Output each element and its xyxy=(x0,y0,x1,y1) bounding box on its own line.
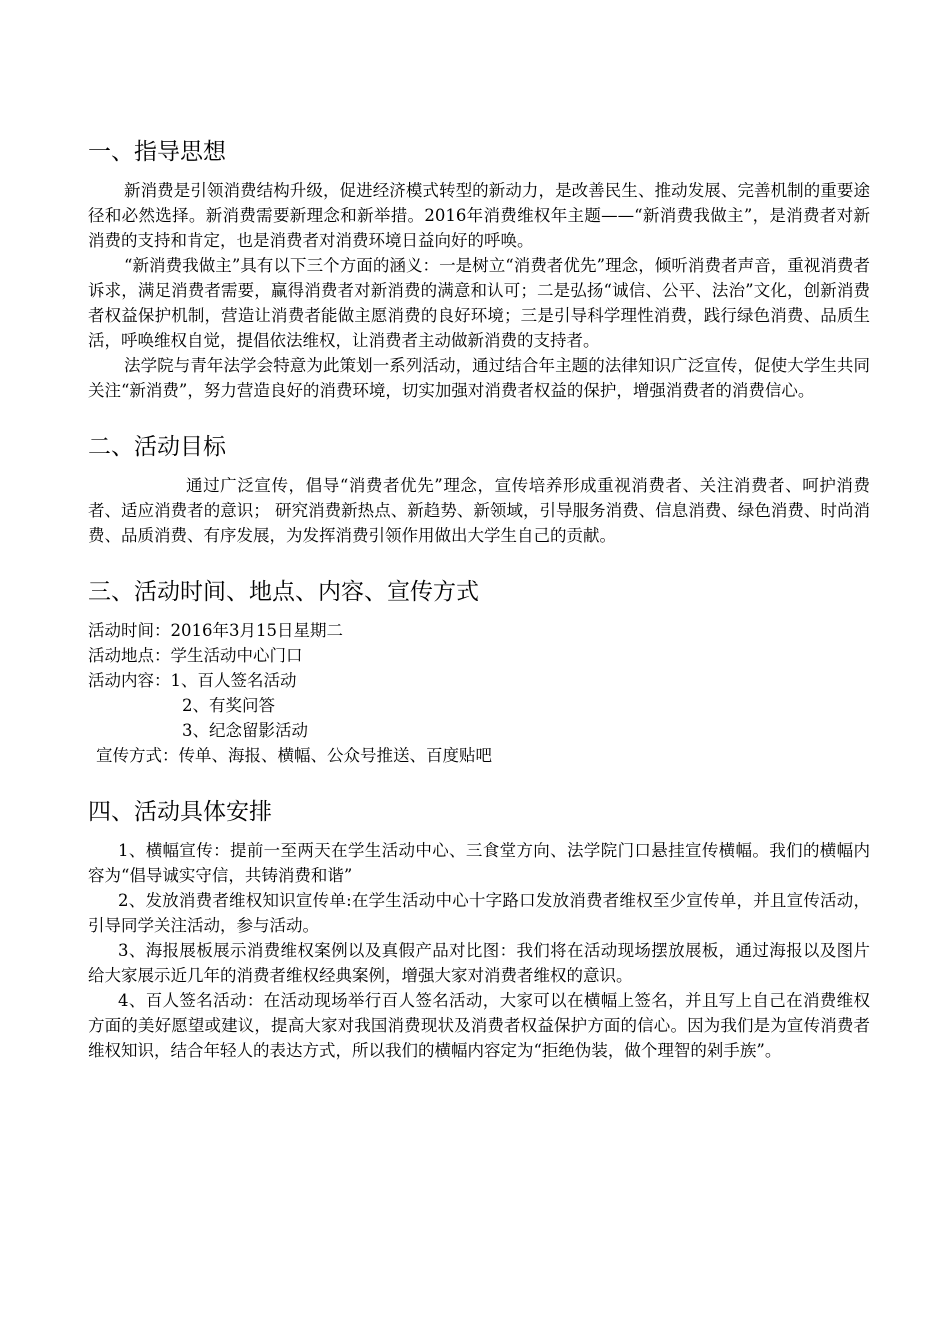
paragraph: 通过广泛宣传，倡导“消费者优先”理念，宣传培养形成重视消费者、关注消费者、呵护消费者、适应消费者的意识； 研究消费新热点、新趋势、新领域，引导服务消费、信息消费、绿色消费、时尚消费、品质消费、有序发展，为发挥消费引领作用做出大学生自己的贡献。 xyxy=(88,476,870,545)
paragraph: “新消费我做主”具有以下三个方面的涵义：一是树立“消费者优先”理念，倾听消费者声音，重视消费者诉求，满足消费者需要，赢得消费者对新消费的满意和认可；二是弘扬“诚信、公平、法治”文化，创新消费者权益保护机制，营造让消费者能做主愿消费的良好环境；三是引导科学理性消费，践行绿色消费、品质生活，呼唤维权自觉，提倡依法维权，让消费者主动做新消费的支持者。 xyxy=(88,256,870,350)
activity-time: 活动时间：2016年3月15日星期二 xyxy=(88,621,343,640)
paragraph: 新消费是引领消费结构升级，促进经济模式转型的新动力，是改善民生、推动发展、完善机制的重要途径和必然选择。新消费需要新理念和新举措。2016年消费维权年主题——“新消费我做主”，是消费者对新消费的支持和肯定，也是消费者对消费环境日益向好的呼唤。 xyxy=(88,181,870,250)
section-time-place-content xyxy=(88,576,870,768)
paragraph: 法学院与青年法学会特意为此策划一系列活动，通过结合年主题的法律知识广泛宣传，促使大学生共同关注“新消费”，努力营造良好的消费环境，切实加强对消费者权益的保护，增强消费者的消费信心。 xyxy=(88,356,870,400)
section-arrangements xyxy=(88,796,870,1063)
paragraph: 3、海报展板展示消费维权案例以及真假产品对比图：我们将在活动现场摆放展板，通过海报以及图片给大家展示近几年的消费者维权经典案例，增强大家对消费者维权的意识。 xyxy=(88,941,870,985)
section-heading: 二、活动目标 xyxy=(88,434,226,460)
paragraph: 1、横幅宣传：提前一至两天在学生活动中心、三食堂方向、法学院门口悬挂宣传横幅。我们的横幅内容为“倡导诚实守信，共铸消费和谐” xyxy=(88,841,870,885)
section-heading: 一、指导思想 xyxy=(88,139,226,165)
section-activity-goals xyxy=(88,431,870,548)
activity-content-item: 3、纪念留影活动 xyxy=(182,721,308,740)
document-page xyxy=(88,136,870,1091)
activity-content: 活动内容：1、百人签名活动 xyxy=(88,671,297,690)
promotion-methods: 宣传方式：传单、海报、横幅、公众号推送、百度贴吧 xyxy=(96,746,492,765)
section-guiding-ideology xyxy=(88,136,870,403)
section-heading: 四、活动具体安排 xyxy=(88,799,272,825)
paragraph: 4、百人签名活动：在活动现场举行百人签名活动，大家可以在横幅上签名，并且写上自己在消费维权方面的美好愿望或建议，提高大家对我国消费现状及消费者权益保护方面的信心。因为我们是为宣传消费者维权知识，结合年轻人的表达方式，所以我们的横幅内容定为“拒绝伪装，做个理智的剁手族”。 xyxy=(88,991,870,1060)
section-heading: 三、活动时间、地点、内容、宣传方式 xyxy=(88,579,479,605)
paragraph: 2、发放消费者维权知识宣传单:在学生活动中心十字路口发放消费者维权至少宣传单，并且宣传活动，引导同学关注活动，参与活动。 xyxy=(88,891,870,935)
activity-content-item: 2、有奖问答 xyxy=(182,696,275,715)
activity-place: 活动地点：学生活动中心门口 xyxy=(88,646,303,665)
